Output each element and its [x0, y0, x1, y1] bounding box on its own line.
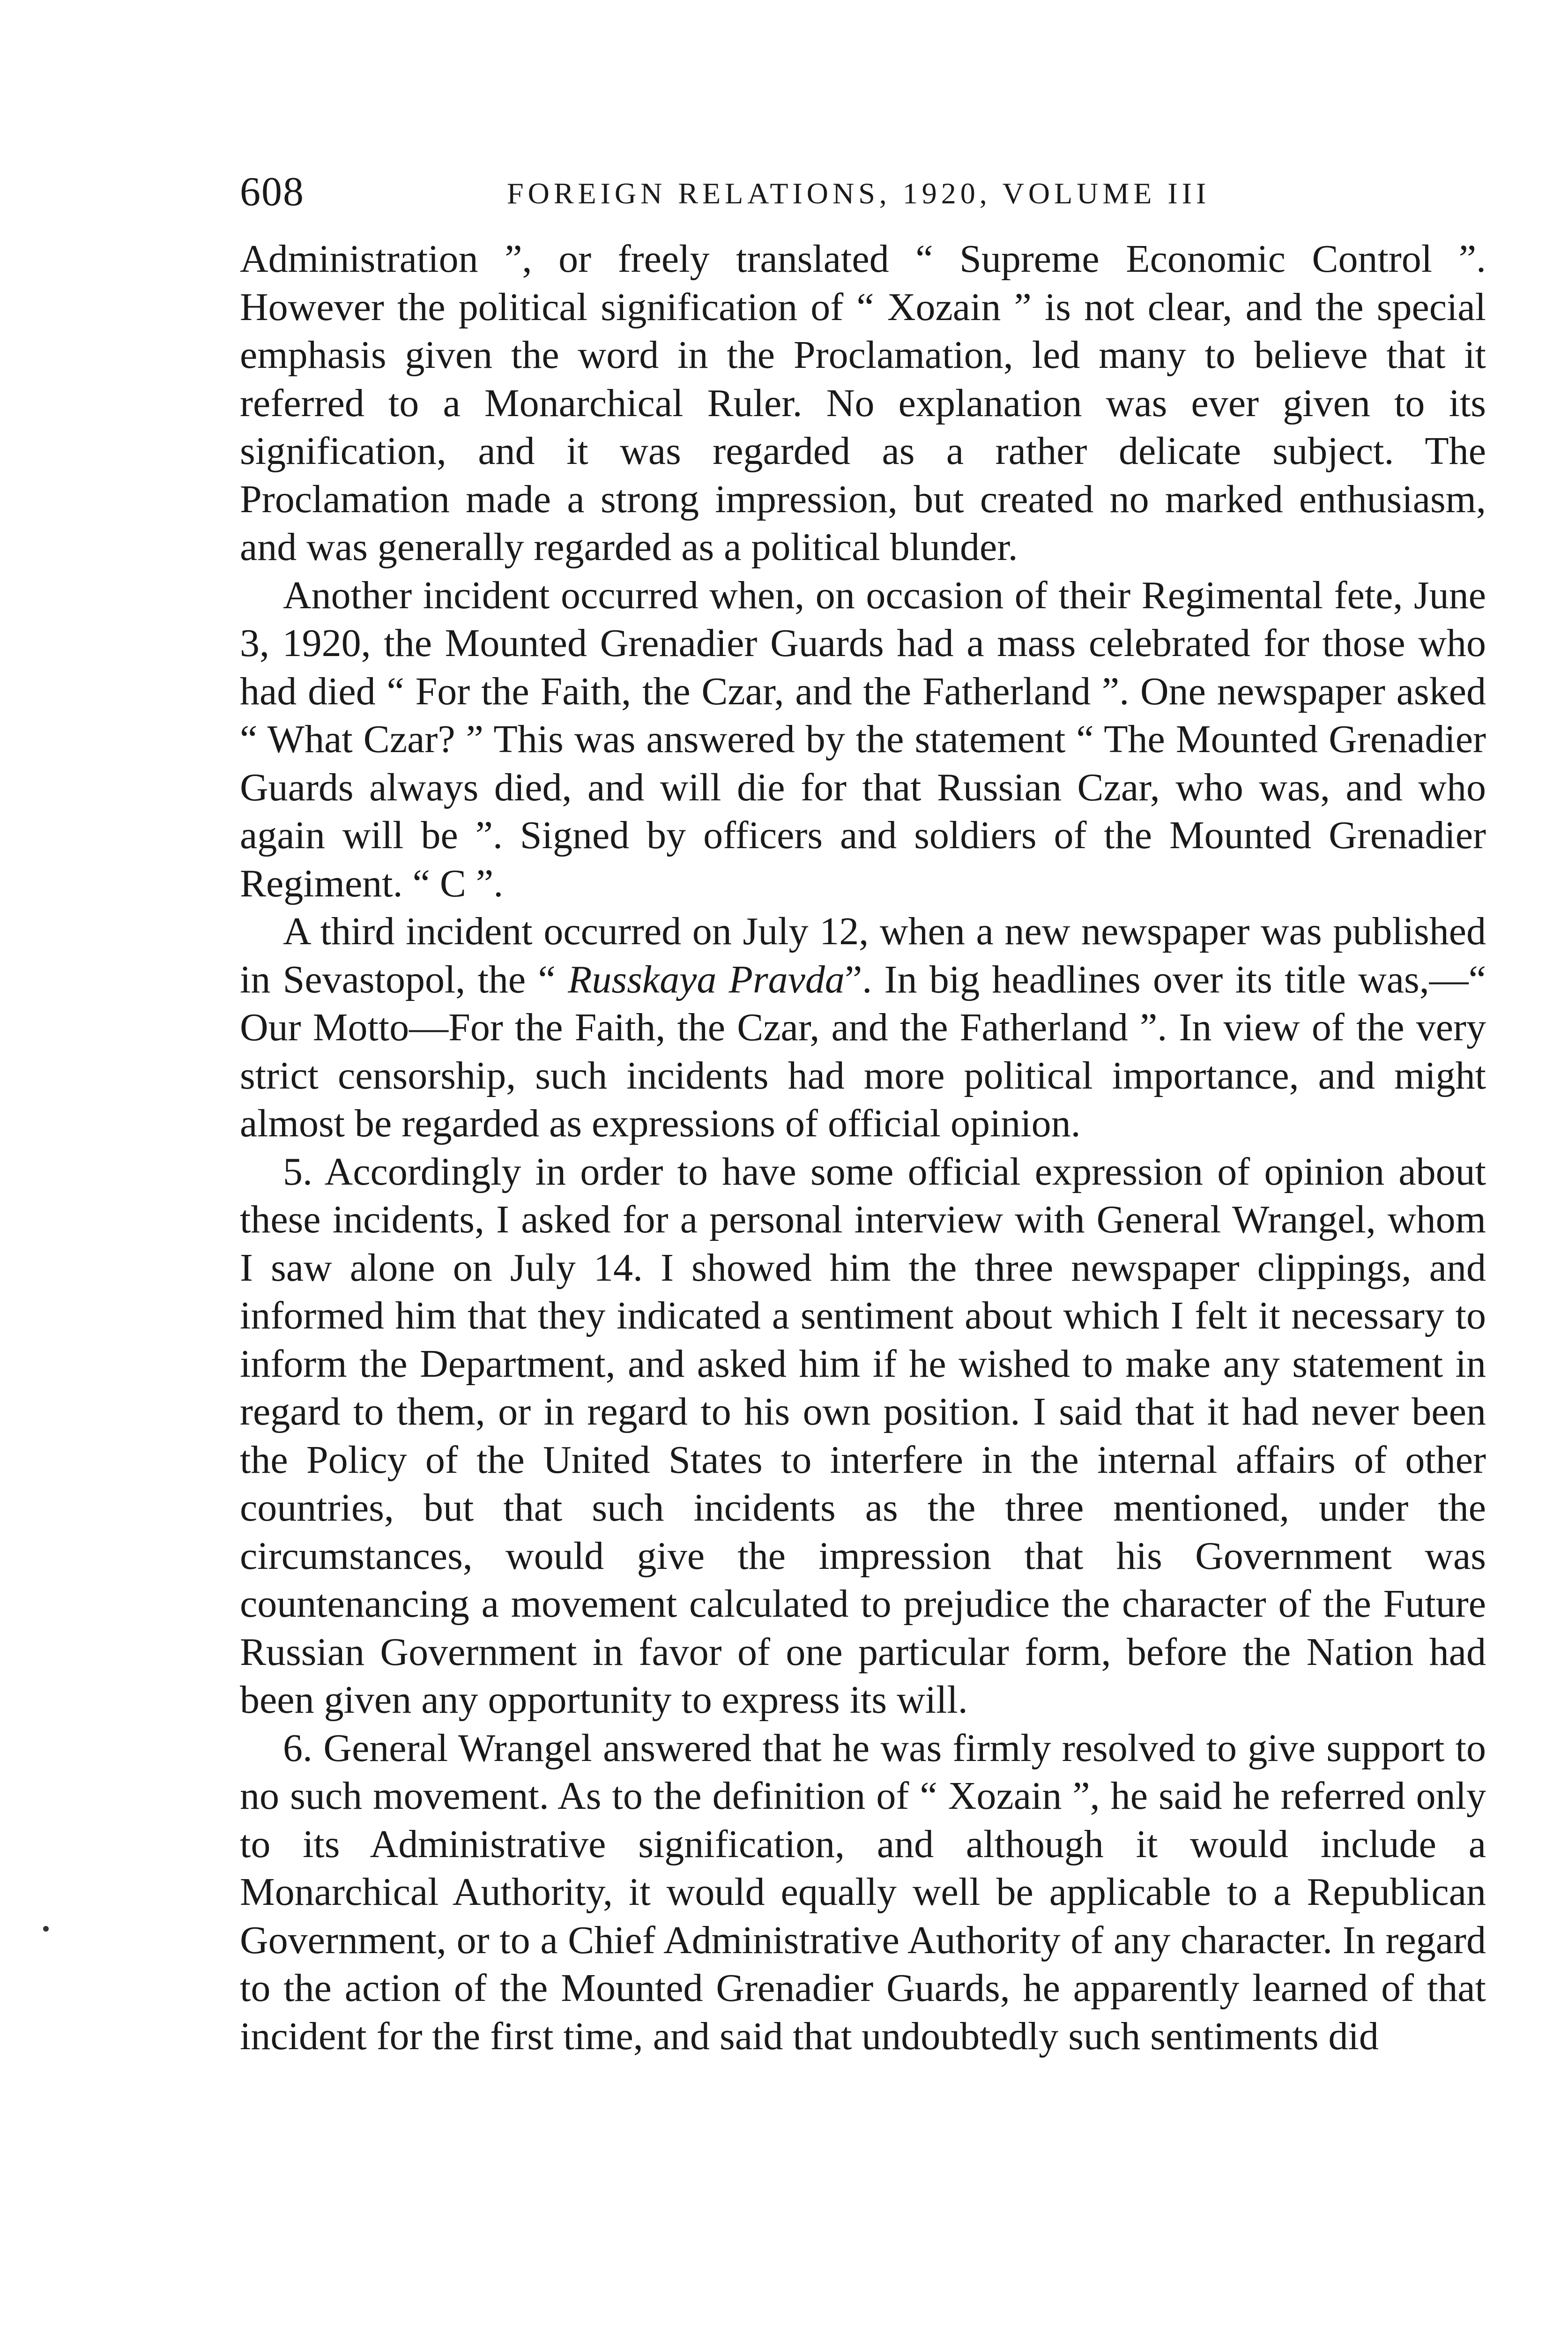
- page-number: 608: [240, 169, 305, 215]
- paragraph-russkaya-pravda-incident: [240, 908, 1486, 1148]
- paragraph-text-after-title: ”. In big headlines over its title was,—“ Our Motto—For the Faith, the Czar, and the Fatherland ”. In view of the very strict censorship, such incidents had more political importance, and might almost be regarded as expressions of official opinion.: [240, 957, 1486, 1145]
- paragraph-5-interview: 5. Accordingly in order to have some official expression of opinion about these incidents, I asked for a personal interview with General Wrangel, whom I saw alone on July 14. I showed him the three newspaper clippings, and informed him that they indicated a sentiment about which I felt it necessary to inform the Department, and asked him if he wished to make any statement in regard to them, or in regard to his own position. I said that it had never been the Policy of the United States to interfere in the internal affairs of other countries, but that such incidents as the three mentioned, under the circumstances, would give the impression that his Government was countenancing a movement calculated to prejudice the character of the Future Russian Government in favor of one particular form, before the Nation had been given any opportunity to express its will.: [240, 1149, 1486, 1722]
- body-text: [240, 235, 1486, 2060]
- margin-speck: [43, 1926, 49, 1932]
- paragraph-continuation: Administration ”, or freely translated “ Supreme Economic Control ”. However the political signification of “ Xozain ” is not clear, and the special emphasis given the word in the Proclamation, led many to believe that it referred to a Monarchical Ruler. No explanation was ever given to its signification, and it was regarded as a rather delicate subject. The Proclamation made a strong impression, but created no marked enthusiasm, and was generally regarded as a political blunder.: [240, 237, 1486, 569]
- paragraph-6-wrangel-answer: 6. General Wrangel answered that he was firmly resolved to give support to no such movement. As to the definition of “ Xozain ”, he said he referred only to its Administrative signification, and although it would include a Monarchical Authority, it would equally well be applicable to a Republican Government, or to a Chief Administrative Authority of any character. In regard to the action of the Mounted Grenadier Guards, he apparently learned of that incident for the first time, and said that undoubtedly such sentiments did: [240, 1726, 1486, 2058]
- paragraph-text-before-title: A third incident occurred on July 12, when a new newspaper was published in Sevastopol, the “: [240, 910, 1486, 1001]
- newspaper-title: Russkaya Pravda: [568, 957, 845, 1001]
- page-header: [240, 166, 1486, 218]
- running-head: FOREIGN RELATIONS, 1920, VOLUME III: [507, 177, 1211, 210]
- paragraph-mounted-grenadier-incident: Another incident occurred when, on occasion of their Regimental fete, June 3, 1920, the Mounted Grenadier Guards had a mass celebrated for those who had died “ For the Faith, the Czar, and the Fatherland ”. One newspaper asked “ What Czar? ” This was answered by the statement “ The Mounted Grenadier Guards always died, and will die for that Russian Czar, who was, and who again will be ”. Signed by officers and soldiers of the Mounted Grenadier Regiment. “ C ”.: [240, 573, 1486, 905]
